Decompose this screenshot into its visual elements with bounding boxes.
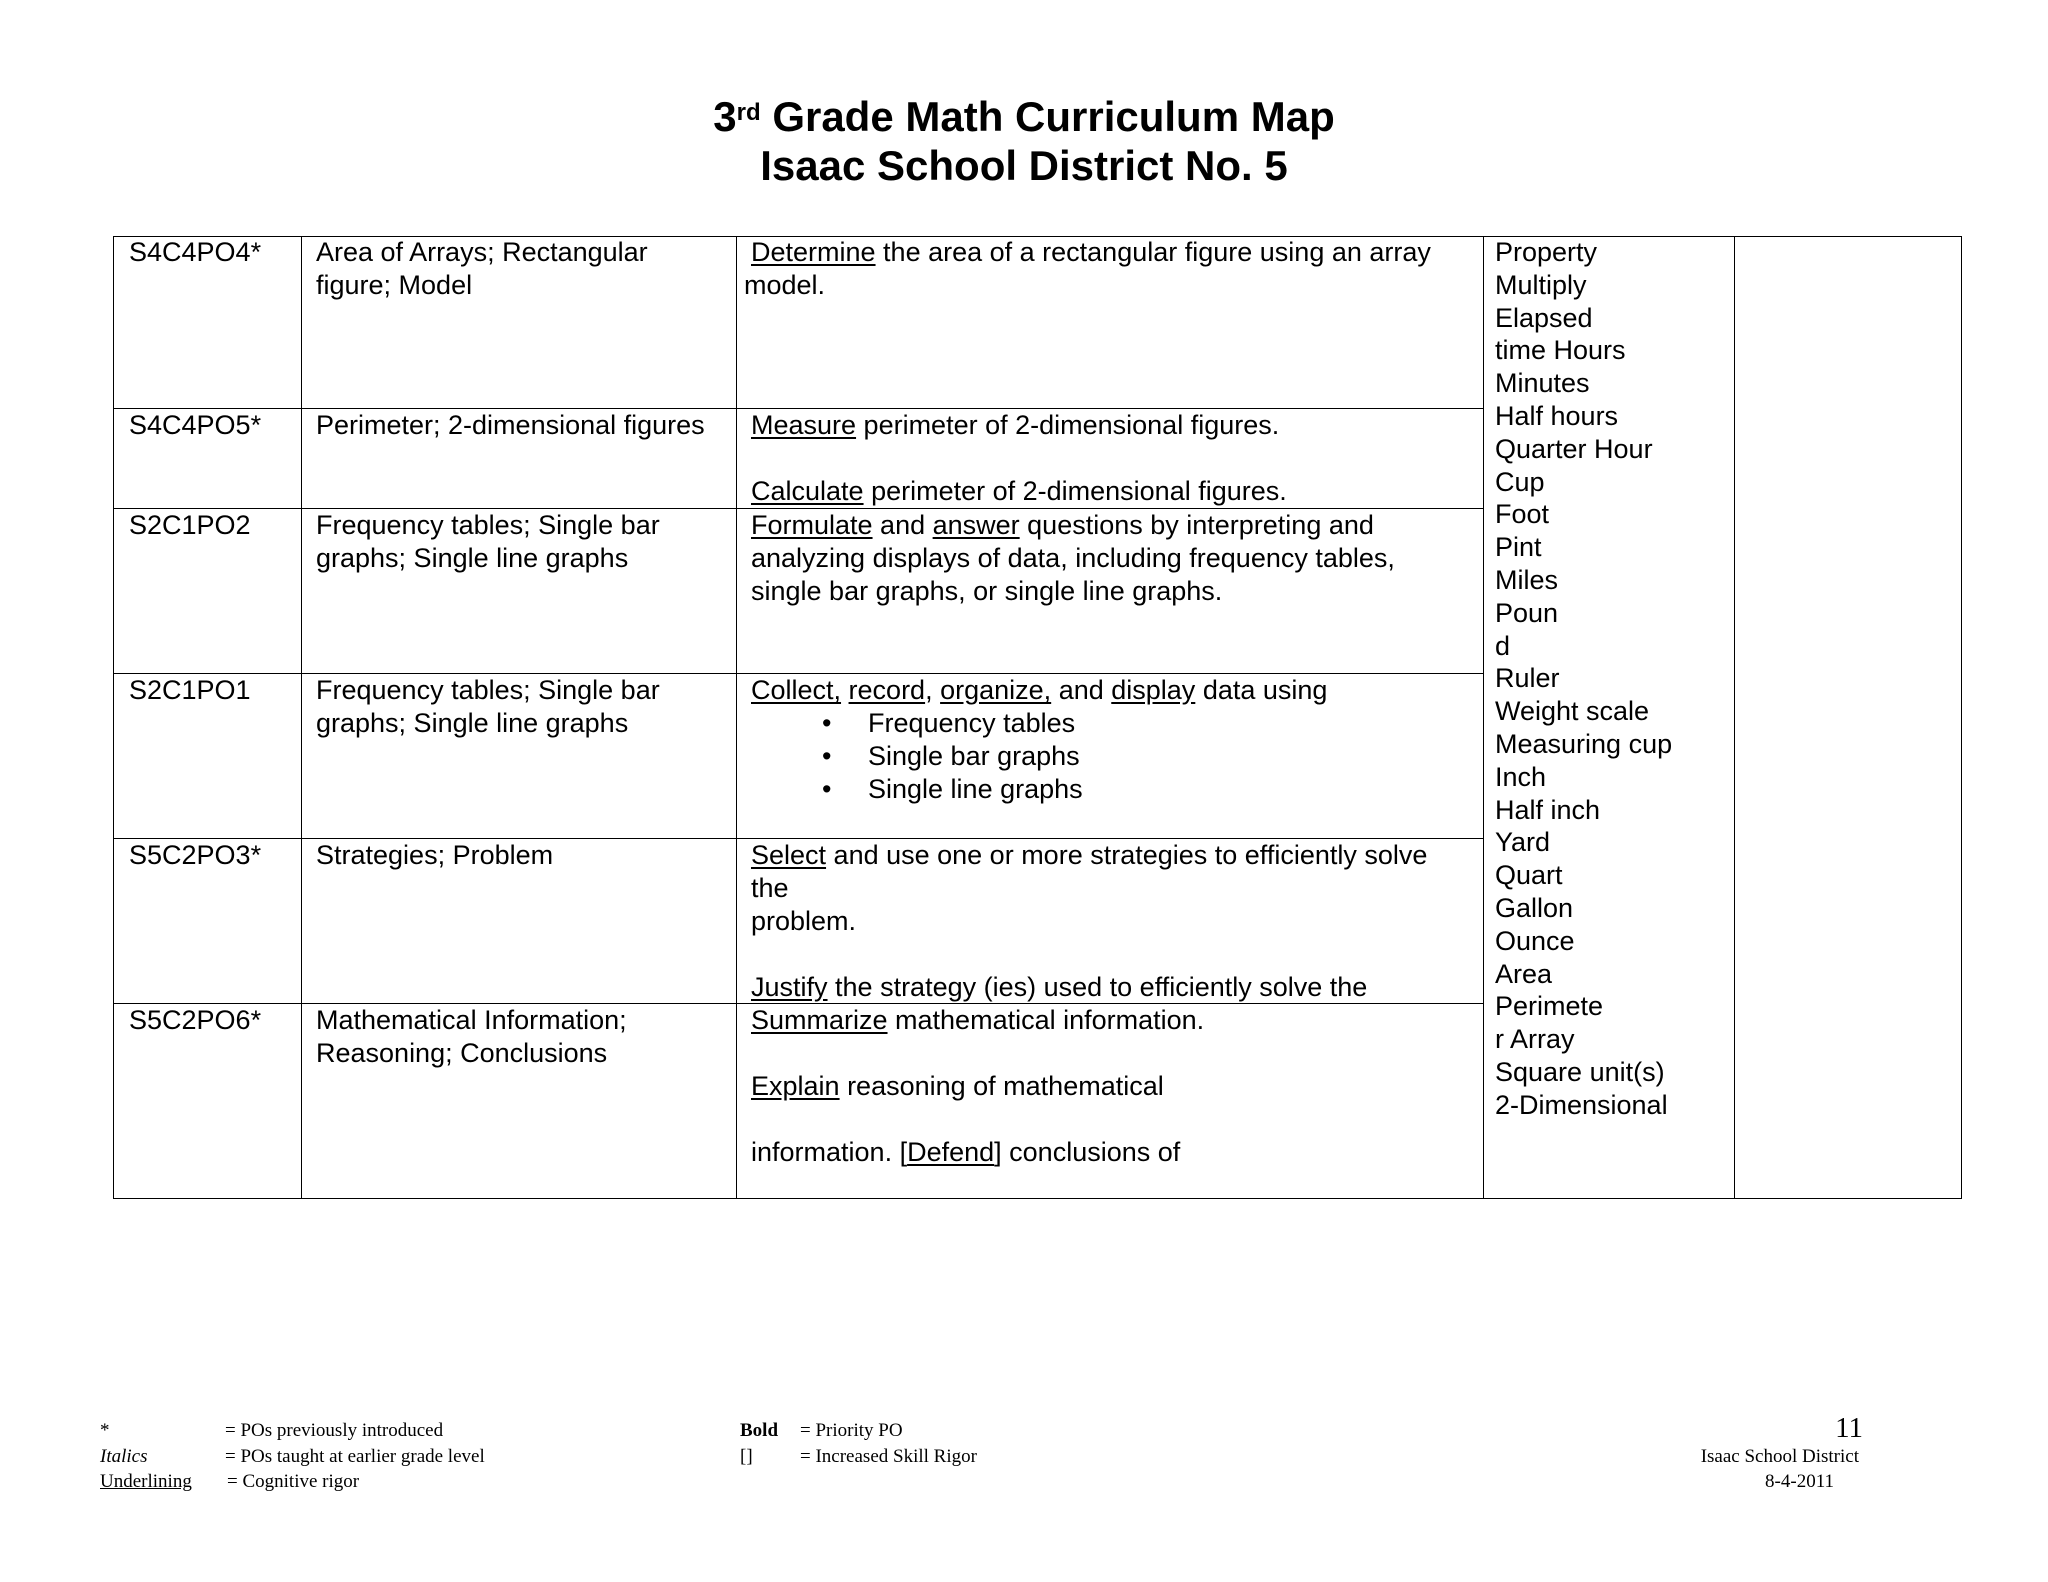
legend-symbol: Bold	[740, 1420, 779, 1441]
vocabulary-item: r Array	[1495, 1024, 1575, 1055]
table-divider	[736, 237, 737, 1198]
vocabulary-item: Elapsed	[1495, 302, 1593, 333]
vocabulary-item: Pint	[1495, 532, 1542, 563]
legend-symbol: Underlining	[100, 1471, 192, 1492]
vocabulary-item: Ounce	[1495, 925, 1575, 956]
page-subtitle: Isaac School District No. 5	[760, 142, 1288, 189]
vocabulary-item: Quart	[1495, 860, 1563, 891]
concept-text: Mathematical Information;	[316, 1005, 627, 1035]
vocabulary-item: Inch	[1495, 761, 1547, 792]
cognitive-verb: Summarize	[751, 1005, 888, 1035]
table-divider	[1483, 237, 1484, 1198]
vocabulary-item: Weight scale	[1495, 696, 1650, 727]
concept-text: graphs; Single line graphs	[316, 543, 629, 573]
objective-text: Determine the area of a rectangular figure using an array	[751, 237, 1431, 267]
vocabulary-item: Property	[1495, 237, 1598, 267]
objective-text: Measure perimeter of 2-dimensional figures.	[751, 410, 1280, 440]
legend-text: = Increased Skill Rigor	[800, 1446, 977, 1467]
concept-text: Frequency tables; Single bar	[316, 510, 660, 540]
objective-text: the	[751, 873, 789, 903]
objective-text: Explain reasoning of mathematical	[751, 1071, 1164, 1101]
objective-text: Justify the strategy (ies) used to efficiently solve the	[751, 972, 1368, 1002]
legend-text: = Priority PO	[800, 1420, 903, 1441]
footer-date: 8-4-2011	[1765, 1471, 1834, 1492]
vocabulary-item: Area	[1495, 958, 1553, 989]
vocabulary-item: Half hours	[1495, 400, 1619, 431]
vocabulary-item: d	[1495, 630, 1511, 661]
vocabulary-item: Foot	[1495, 499, 1550, 530]
po-code: S2C1PO2	[129, 510, 251, 540]
cognitive-verb: Explain	[751, 1071, 840, 1101]
concept-text: Strategies; Problem	[316, 840, 554, 870]
cognitive-verb: Justify	[751, 972, 828, 1002]
vocabulary-item: Yard	[1495, 827, 1551, 858]
objective-text: information. [Defend] conclusions of	[751, 1137, 1181, 1167]
po-code: S4C4PO5*	[129, 410, 262, 440]
vocabulary-item: Half inch	[1495, 794, 1601, 825]
cognitive-verb: display	[1111, 675, 1196, 705]
concept-text: Perimeter; 2-dimensional figures	[316, 410, 705, 440]
cognitive-verb: answer	[932, 510, 1020, 540]
cognitive-verb: Formulate	[751, 510, 873, 540]
legend-symbol: *	[100, 1420, 110, 1441]
concept-text: figure; Model	[316, 270, 473, 300]
vocabulary-item: Ruler	[1495, 663, 1560, 694]
cognitive-verb: Collect,	[751, 675, 842, 705]
vocabulary-item: Quarter Hour	[1495, 433, 1653, 464]
vocabulary-item: Square unit(s)	[1495, 1056, 1665, 1087]
cognitive-verb: Defend	[907, 1137, 995, 1167]
objective-text: Summarize mathematical information.	[751, 1005, 1205, 1035]
cognitive-verb: record	[848, 675, 926, 705]
vocabulary-item: Measuring cup	[1495, 728, 1673, 759]
vocabulary-item: Cup	[1495, 466, 1545, 497]
vocabulary-item: time Hours	[1495, 335, 1626, 366]
vocabulary-item: Perimete	[1495, 991, 1604, 1022]
po-code: S5C2PO3*	[129, 840, 262, 870]
objective-text: problem.	[751, 906, 857, 936]
po-code: S4C4PO4*	[129, 237, 262, 267]
cognitive-verb: Measure	[751, 410, 857, 440]
objective-text: Formulate and answer questions by interpreting and	[751, 510, 1374, 540]
table-divider	[301, 237, 302, 1198]
vocabulary-item: Poun	[1495, 597, 1559, 628]
vocabulary-item: Gallon	[1495, 892, 1574, 923]
cognitive-verb: Select	[751, 840, 827, 870]
vocabulary-item: Minutes	[1495, 368, 1590, 399]
concept-text: Area of Arrays; Rectangular	[316, 237, 648, 267]
page-number: 11	[1835, 1412, 1863, 1444]
page-title: 3rd Grade Math Curriculum Map	[713, 93, 1335, 140]
vocabulary-item: 2-Dimensional	[1495, 1089, 1668, 1120]
concept-text: Reasoning; Conclusions	[316, 1038, 608, 1068]
objective-text: Calculate perimeter of 2-dimensional figures.	[751, 476, 1287, 506]
concept-text: Frequency tables; Single bar	[316, 675, 660, 705]
po-code: S5C2PO6*	[129, 1005, 262, 1035]
objective-text: Select and use one or more strategies to efficiently solve	[751, 840, 1428, 870]
legend-symbol: []	[740, 1446, 753, 1467]
vocabulary-item: Multiply	[1495, 269, 1587, 300]
cognitive-verb: Calculate	[751, 476, 864, 506]
legend-symbol: Italics	[100, 1446, 148, 1467]
objective-text: model.	[744, 270, 826, 300]
objective-text: Collect, record, organize, and display data using	[751, 675, 1328, 705]
legend-text: = POs taught at earlier grade level	[225, 1446, 485, 1467]
legend-text: = POs previously introduced	[225, 1420, 444, 1441]
vocabulary-item: Miles	[1495, 564, 1559, 595]
legend-text: = Cognitive rigor	[227, 1471, 360, 1492]
po-code: S2C1PO1	[129, 675, 251, 705]
vocabulary-list	[1495, 236, 1672, 1122]
cognitive-verb: organize,	[940, 675, 1052, 705]
cognitive-verb: Determine	[751, 237, 876, 267]
concept-text: graphs; Single line graphs	[316, 708, 629, 738]
table-divider	[1734, 237, 1735, 1198]
objective-text: analyzing displays of data, including frequency tables,	[751, 543, 1395, 573]
objective-text: single bar graphs, or single line graphs.	[751, 576, 1223, 606]
footer-district: Isaac School District	[1700, 1446, 1859, 1467]
